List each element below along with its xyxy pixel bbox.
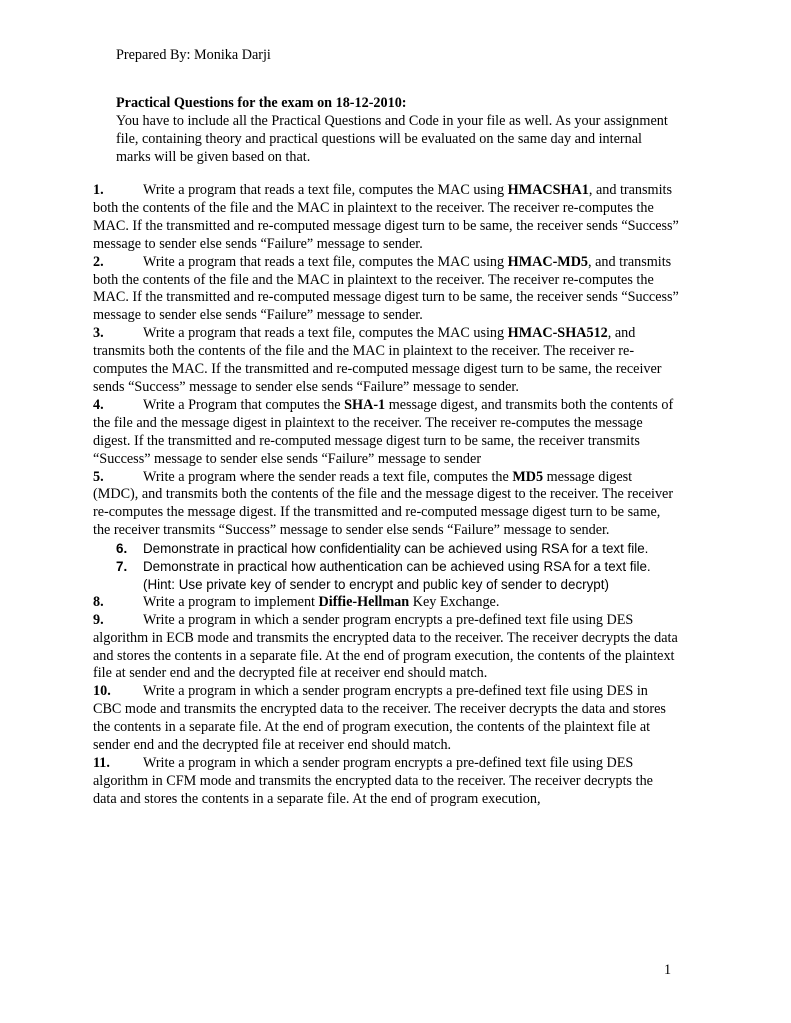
intro-block bbox=[116, 94, 676, 166]
question-item bbox=[93, 182, 679, 254]
question-keyword: HMAC-SHA512 bbox=[507, 325, 608, 342]
question-keyword: HMAC-MD5 bbox=[507, 253, 589, 270]
question-item bbox=[93, 683, 679, 755]
question-text-tail: Key Exchange. bbox=[409, 593, 500, 610]
page-number: 1 bbox=[664, 962, 672, 978]
question-number: 10. bbox=[93, 683, 111, 700]
question-text: Demonstrate in practical how authentication can be achieved using RSA for a text file. (Hint: Use private key of sender to encrypt and public key of sender to decrypt) bbox=[143, 559, 651, 592]
question-number: 6. bbox=[116, 541, 128, 557]
question-item bbox=[93, 594, 679, 612]
question-text-tail: message digest, and transmits both the contents of the file and the message digest in plaintext to the receiver. The receiver re-computes the message digest. If the transmitted and re-computed message digest turn to be same, the receiver transmits “Success” message to sender else sends “Failure” message to sender bbox=[93, 396, 674, 467]
question-text: Write a program in which a sender program encrypts a pre-defined text file using DES in CBC mode and transmits the encrypted data to the receiver. The receiver decrypts the data and stores the contents in a separate file. At the end of program execution, the contents of the plaintext file at sender end and the decrypted file at receiver end should match. bbox=[93, 683, 666, 754]
intro-text: You have to include all the Practical Questions and Code in your file as well. As your assignment file, containing theory and practical questions will be evaluated on the same day and internal marks will be given based on that. bbox=[116, 113, 668, 165]
question-text: Write a program in which a sender program encrypts a pre-defined text file using DES algorithm in CFM mode and transmits the encrypted data to the receiver. The receiver decrypts the data and stores the contents in a separate file. At the end of program execution, bbox=[93, 755, 653, 807]
question-text: Write a program that reads a text file, computes the MAC using bbox=[143, 325, 508, 342]
question-keyword: HMACSHA1 bbox=[507, 182, 589, 198]
question-text-tail: , and transmits both the contents of the file and the MAC in plaintext to the receiver. The receiver re-computes the MAC. If the transmitted and re-computed message digest turn to be same, the receiver sends “Success” message to sender else sends “Failure” message to sender. bbox=[93, 253, 679, 324]
question-item bbox=[93, 397, 679, 469]
question-keyword: MD5 bbox=[512, 468, 544, 485]
question-number: 3. bbox=[93, 325, 104, 342]
question-text: Write a program in which a sender program encrypts a pre-defined text file using DES algorithm in ECB mode and transmits the encrypted data to the receiver. The receiver decrypts the data and stores the contents in a separate file. At the end of program execution, the contents of the plaintext file at sender end and the decrypted file at receiver end should match. bbox=[93, 611, 678, 682]
question-item bbox=[93, 469, 679, 541]
question-number: 9. bbox=[93, 611, 104, 628]
question-text: Demonstrate in practical how confidentiality can be achieved using RSA for a text file. bbox=[143, 541, 649, 557]
question-item bbox=[93, 755, 679, 809]
question-list bbox=[93, 182, 679, 809]
question-text-tail: message digest (MDC), and transmits both the contents of the file and the message digest to the receiver. The receiver re-computes the message digest. If the transmitted and re-computed message digest turn to be same, the receiver transmits “Success” message to sender else sends “Failure” message to sender. bbox=[93, 468, 674, 539]
question-text: Write a Program that computes the bbox=[143, 396, 345, 413]
question-keyword: Diffie-Hellman bbox=[318, 593, 410, 610]
question-number: 2. bbox=[93, 253, 104, 270]
question-number: 5. bbox=[93, 468, 104, 485]
question-text: Write a program that reads a text file, computes the MAC using bbox=[143, 253, 508, 270]
question-number: 7. bbox=[116, 559, 128, 575]
question-number: 8. bbox=[93, 593, 104, 610]
question-text-tail: , and transmits both the contents of the file and the MAC in plaintext to the receiver. The receiver re-computes the MAC. If the transmitted and re-computed message digest turn to be same, the receiver sends “Success” message to sender else sends “Failure” message to sender. bbox=[93, 182, 679, 252]
question-number: 11. bbox=[93, 755, 110, 771]
question-text: Write a program that reads a text file, computes the MAC using bbox=[143, 182, 508, 198]
question-item bbox=[93, 325, 679, 397]
question-item bbox=[93, 254, 679, 326]
question-text: Write a program where the sender reads a text file, computes the bbox=[143, 468, 513, 485]
exam-title: Practical Questions for the exam on 18-12-2010: bbox=[116, 95, 407, 111]
question-number: 4. bbox=[93, 396, 104, 413]
question-keyword: SHA-1 bbox=[344, 396, 386, 413]
question-text: Write a program to implement bbox=[143, 593, 319, 610]
prepared-by: Prepared By: Monika Darji bbox=[116, 47, 271, 63]
question-item bbox=[93, 612, 679, 684]
question-item bbox=[116, 558, 679, 594]
question-item bbox=[116, 540, 679, 558]
question-number: 1. bbox=[93, 182, 104, 198]
question-text-tail: , and transmits both the contents of the file and the MAC in plaintext to the receiver. The receiver re-computes the MAC. If the transmitted and re-computed message digest turn to be same, the receiver sends “Success” message to sender else sends “Failure” message to sender. bbox=[93, 325, 662, 395]
